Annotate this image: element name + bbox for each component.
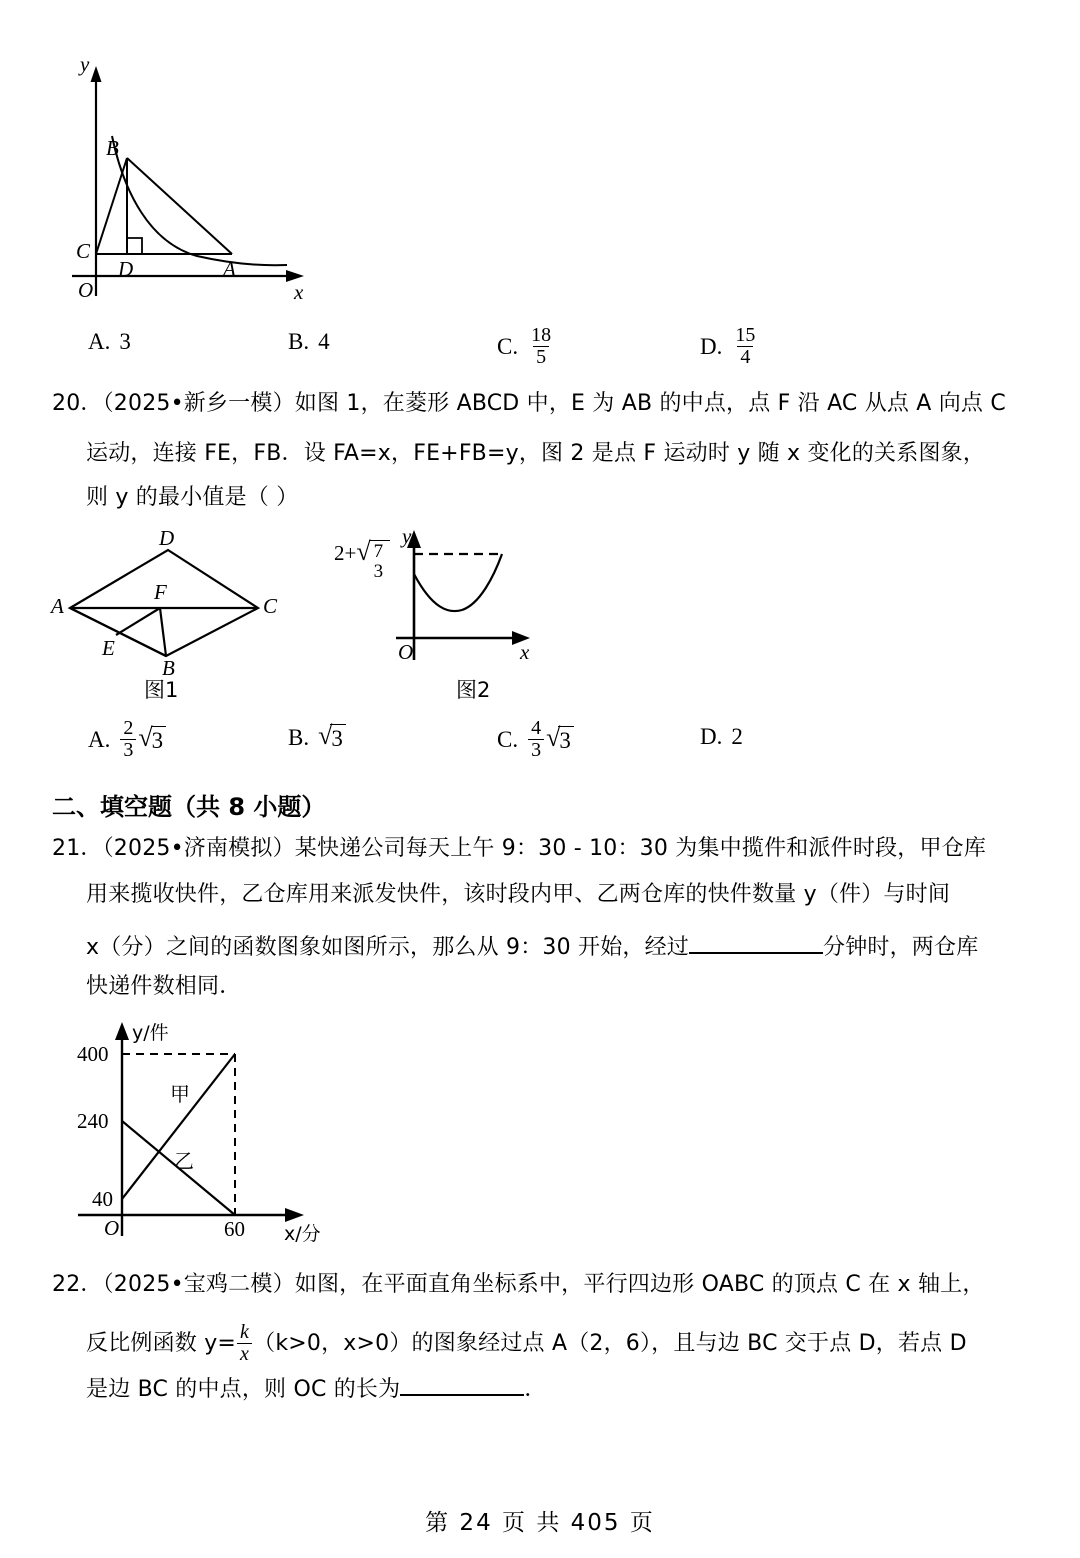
q21-ytick-40: 40 [92,1187,113,1211]
q19-options [0,325,1080,377]
q22-inverse-fraction [237,1322,252,1365]
q20-fig2-label-y: y [402,524,412,548]
q21-line-3-text-a: x（分）之间的函数图象如图所示，那么从 9：30 开始，经过 [86,935,689,960]
q21-series-label-jia: 甲 [170,1082,190,1106]
q21-series-label-yi: 乙 [174,1149,194,1173]
q20-option-c-radicand: 3 [559,727,571,753]
q21-number: 21． [52,836,103,861]
q20-option-c-fraction [528,718,544,761]
q22-line-1-text: 如图，在平面直角坐标系中，平行四边形 OABC 的顶点 C 在 x 轴上， [294,1272,985,1297]
q20-figure-1-caption: 图1 [144,678,179,702]
q20-option-b-radical [318,721,346,752]
q20-fig1-label-C: C [263,594,278,618]
q22-source: （2025•宝鸡二模） [102,1272,295,1297]
q22-line-3-text-a: 是边 BC 的中点，则 OC 的长为 [86,1377,401,1402]
q20-figure-2-caption: 图2 [456,678,491,702]
q21-xtick-60: 60 [224,1217,245,1241]
q21-source: （2025•济南模拟） [102,836,295,861]
q20-option-a-radicand: 3 [151,727,164,753]
q20-fig2-radicand-numerator: 7 [373,541,384,562]
section-2-heading: 二、填空题（共 8 小题） [52,793,326,821]
q21-line-1-text: 某快递公司每天上午 9：30 - 10：30 为集中揽件和派件时段，甲仓库 [294,836,987,861]
q20-option-b[interactable] [288,721,346,752]
q21-answer-blank[interactable] [689,930,823,954]
q20-option-d[interactable] [700,724,743,750]
q20-option-d-label: D. [700,724,723,749]
radical-sign-icon: √ [546,722,561,752]
q19-option-b-label: B. [288,329,310,354]
q20-fig2-radicand-denominator: 3 [373,560,384,582]
q19-label-y: y [80,52,90,76]
q19-option-a-label: A. [88,329,111,354]
q20-figure-1 [51,526,308,680]
q19-label-O: O [78,278,94,302]
q20-figure-2 [334,524,596,668]
q20-option-a-numerator: 2 [123,717,134,739]
q20-option-a[interactable] [88,718,166,761]
q20-option-b-radicand: 3 [331,726,343,751]
q20-number: 20． [52,391,103,416]
q20-option-b-label: B. [288,725,310,750]
q21-line-1 [52,838,986,860]
q22-fraction-numerator: k [240,1321,250,1343]
q21-line-3 [86,930,978,959]
q19-option-c-fraction [528,325,554,368]
q20-fig2-y-value-prefix: 2+ [334,541,357,565]
q19-label-B: B [106,136,119,160]
radical-sign-icon: √ [356,537,371,566]
q20-fig2-label-x: x [520,640,530,664]
q19-label-x: x [294,280,304,304]
q21-line-3-text-b: 分钟时，两仓库 [823,935,979,960]
q20-fig1-label-E: E [102,636,115,660]
q20-option-a-fraction [120,718,136,761]
page-footer: 第 24 页 共 405 页 [425,1510,655,1536]
q20-fig2-label-O: O [398,640,414,664]
q19-option-d-denominator: 4 [737,346,753,368]
q19-option-d-label: D. [700,333,723,359]
q20-fig2-y-value [334,537,390,582]
q20-option-c[interactable] [497,718,574,761]
q20-option-c-denominator: 3 [528,739,544,761]
q22-line-2 [86,1322,967,1365]
q20-option-a-radical [138,722,166,754]
q21-chart [60,1008,350,1243]
q20-fig1-label-F: F [154,580,167,604]
q19-option-b-value: 4 [318,329,330,354]
q22-number: 22． [52,1272,103,1297]
q21-ytick-400: 400 [77,1042,109,1066]
q21-chart-ylabel: y/件 [132,1022,169,1044]
q19-label-D: D [118,257,134,281]
q21-line-2: 用来揽收快件，乙仓库用来派发快件，该时段内甲、乙两仓库的快件数量 y（件）与时间 [86,882,951,907]
q20-source: （2025•新乡一模） [102,391,295,416]
q20-options [0,718,1080,770]
q20-option-c-numerator: 4 [531,717,542,739]
q20-fig1-label-A: A [51,594,64,618]
q19-label-C: C [76,239,91,263]
q20-fig1-label-B: B [162,656,175,680]
q22-line-1 [52,1274,985,1296]
q20-fig2-radicand-fraction [371,542,387,582]
q20-fig1-label-D: D [159,526,175,550]
q19-option-d-numerator: 15 [735,324,756,346]
q19-option-a-value: 3 [119,329,131,354]
q21-chart-origin-label: O [104,1216,120,1240]
q22-line-3 [86,1372,547,1401]
q21-ytick-240: 240 [77,1109,109,1133]
q21-chart-xlabel: x/分 [284,1223,321,1245]
q19-option-d[interactable] [700,325,759,368]
q20-line-1-text: 如图 1，在菱形 ABCD 中，E 为 AB 的中点，点 F 沿 AC 从点 A 向点 C [294,391,1006,416]
q20-line-1 [52,393,1006,415]
q22-answer-blank[interactable] [400,1372,524,1396]
q20-option-c-radical [546,722,574,754]
q20-line-3: 则 y 的最小值是（ ） [86,485,299,510]
q20-fig2-radical [356,537,390,582]
q19-option-d-fraction [732,325,758,368]
q20-option-a-denominator: 3 [120,739,136,761]
q20-option-d-value: 2 [731,724,743,749]
q19-option-c-denominator: 5 [533,346,549,368]
q19-option-b[interactable] [288,329,330,355]
q19-option-c-numerator: 18 [531,324,552,346]
q20-option-c-label: C. [497,726,519,752]
q22-line-2-text-b: （k>0，x>0）的图象经过点 A（2，6），且与边 BC 交于点 D，若点 D [253,1330,967,1356]
q22-line-2-text-a: 反比例函数 y= [86,1330,237,1356]
q21-line-4: 快递件数相同． [86,974,242,999]
q22-line-3-text-b: ． [524,1377,547,1402]
q19-label-A: A [223,257,236,281]
q19-option-c[interactable] [497,325,555,368]
q22-fraction-denominator: x [237,1343,252,1365]
q19-option-a[interactable] [88,329,131,355]
q19-option-c-label: C. [497,333,519,359]
q20-option-a-label: A. [88,726,111,752]
q19-figure [72,52,322,308]
q20-line-2: 运动，连接 FE，FB．设 FA=x，FE+FB=y，图 2 是点 F 运动时 y 随 x 变化的关系图象， [86,441,986,466]
radical-sign-icon: √ [138,722,153,752]
radical-sign-icon: √ [318,721,333,750]
